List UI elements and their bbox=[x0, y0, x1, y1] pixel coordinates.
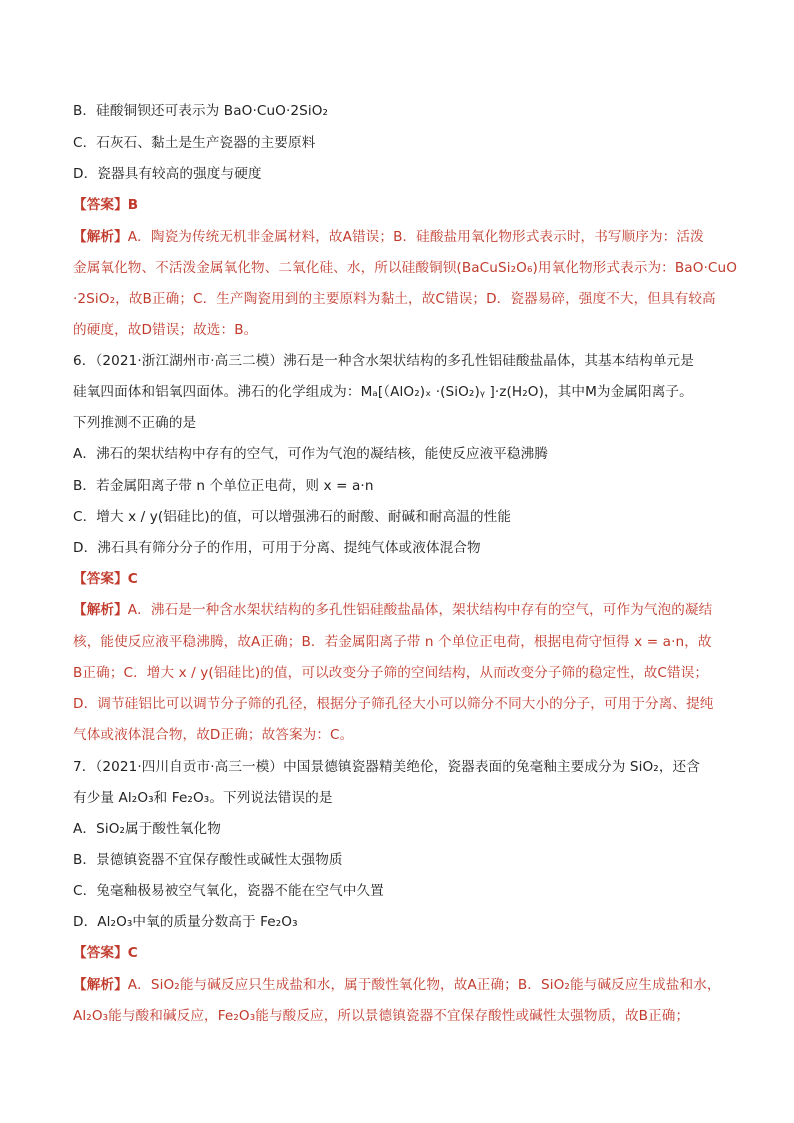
q6-option-d: D．沸石具有筛分分子的作用，可用于分离、提纯气体或液体混合物 bbox=[73, 540, 481, 556]
q6-stem-line-3: 下列推测不正确的是 bbox=[73, 415, 197, 431]
q7-stem-line-2: 有少量 Al₂O₃和 Fe₂O₃。下列说法错误的是 bbox=[73, 790, 333, 806]
answer-label: 【答案】 bbox=[73, 571, 128, 587]
q6-option-b: B．若金属阳离子带 n 个单位正电荷，则 x = a·n bbox=[73, 478, 374, 494]
q7-option-b: B．景德镇瓷器不宜保存酸性或碱性太强物质 bbox=[73, 852, 343, 868]
q5-analysis-line-1 bbox=[73, 227, 725, 247]
q5-option-d: D．瓷器具有较高的强度与硬度 bbox=[73, 166, 262, 182]
q7-stem-line-1: 7．（2021·四川自贡市·高三一模）中国景德镇瓷器精美绝伦，瓷器表面的兔毫釉主要成分为 SiO₂，还含 bbox=[73, 759, 700, 775]
q7-option-d: D．Al₂O₃中氧的质量分数高于 Fe₂O₃ bbox=[73, 914, 298, 930]
q6-analysis-line-5: 气体或液体混合物，故D正确；故答案为：C。 bbox=[73, 727, 354, 743]
answer-value: C bbox=[127, 945, 138, 961]
q7-analysis-line-2: Al₂O₃能与酸和碱反应，Fe₂O₃能与酸反应，所以景德镇瓷器不宜保存酸性或碱性太强物质，故B正确； bbox=[73, 1008, 690, 1024]
q6-analysis-line-3: B正确；C．增大 x / y(铝硅比)的值，可以改变分子筛的空间结构，从而改变分子筛的稳定性，故C错误； bbox=[73, 665, 709, 681]
q7-option-c: C．兔毫釉极易被空气氧化，瓷器不能在空气中久置 bbox=[73, 883, 384, 899]
q6-option-a: A．沸石的架状结构中存有的空气，可作为气泡的凝结核，能使反应液平稳沸腾 bbox=[73, 446, 548, 462]
q7-analysis-line-1 bbox=[73, 975, 725, 995]
q7-answer bbox=[73, 943, 725, 963]
q6-stem-line-1: 6．（2021·浙江湖州市·高三二模）沸石是一种含水架状结构的多孔性铝硅酸盐晶体，其基本结构单元是 bbox=[73, 353, 694, 369]
q6-stem-line-2: 硅氧四面体和铝氧四面体。沸石的化学组成为：Mₐ[（AlO₂)ₓ ·(SiO₂)ᵧ ]·z(H₂O)，其中M为金属阳离子。 bbox=[73, 384, 693, 400]
analysis-label: 【解析】 bbox=[73, 602, 128, 618]
analysis-label: 【解析】 bbox=[73, 977, 128, 993]
answer-label: 【答案】 bbox=[73, 197, 128, 213]
q6-analysis-line-4: D．调节硅铝比可以调节分子筛的孔径，根据分子筛孔径大小可以筛分不同大小的分子，可用于分离、提纯 bbox=[73, 696, 714, 712]
answer-label: 【答案】 bbox=[73, 945, 128, 961]
q6-analysis-line-1 bbox=[73, 600, 725, 620]
analysis-text: A．陶瓷为传统无机非金属材料，故A错误；B．硅酸盐用氧化物形式表示时，书写顺序为：活泼 bbox=[127, 229, 704, 245]
q6-option-c: C．增大 x / y(铝硅比)的值，可以增强沸石的耐酸、耐碱和耐高温的性能 bbox=[73, 509, 512, 525]
q6-analysis-line-2: 核，能使反应液平稳沸腾，故A正确；B．若金属阳离子带 n 个单位正电荷，根据电荷守恒得 x = a·n，故 bbox=[73, 634, 712, 650]
analysis-label: 【解析】 bbox=[73, 229, 128, 245]
q5-option-b: B．硅酸铜钡还可表示为 BaO·CuO·2SiO₂ bbox=[73, 103, 329, 119]
q5-analysis-line-4: 的硬度，故D错误；故选：B。 bbox=[73, 322, 258, 338]
q5-option-c: C．石灰石、黏土是生产瓷器的主要原料 bbox=[73, 135, 316, 151]
answer-value: C bbox=[127, 571, 138, 587]
q5-analysis-line-3: ·2SiO₂，故B正确；C．生产陶瓷用到的主要原料为黏土，故C错误；D．瓷器易碎，强度不大，但具有较高 bbox=[73, 291, 716, 307]
analysis-text: A．沸石是一种含水架状结构的多孔性铝硅酸盐晶体，架状结构中存有的空气，可作为气泡的凝结 bbox=[127, 602, 713, 618]
q6-answer bbox=[73, 569, 725, 589]
q5-answer bbox=[73, 195, 725, 215]
q7-option-a: A．SiO₂属于酸性氧化物 bbox=[73, 821, 221, 837]
answer-value: B bbox=[127, 197, 139, 213]
analysis-text: A．SiO₂能与碱反应只生成盐和水，属于酸性氧化物，故A正确；B．SiO₂能与碱反应生成盐和水， bbox=[127, 977, 721, 993]
q5-analysis-line-2: 金属氧化物、不活泼金属氧化物、二氧化硅、水，所以硅酸铜钡(BaCuSi₂O₆)用氧化物形式表示为：BaO·CuO bbox=[73, 260, 738, 276]
